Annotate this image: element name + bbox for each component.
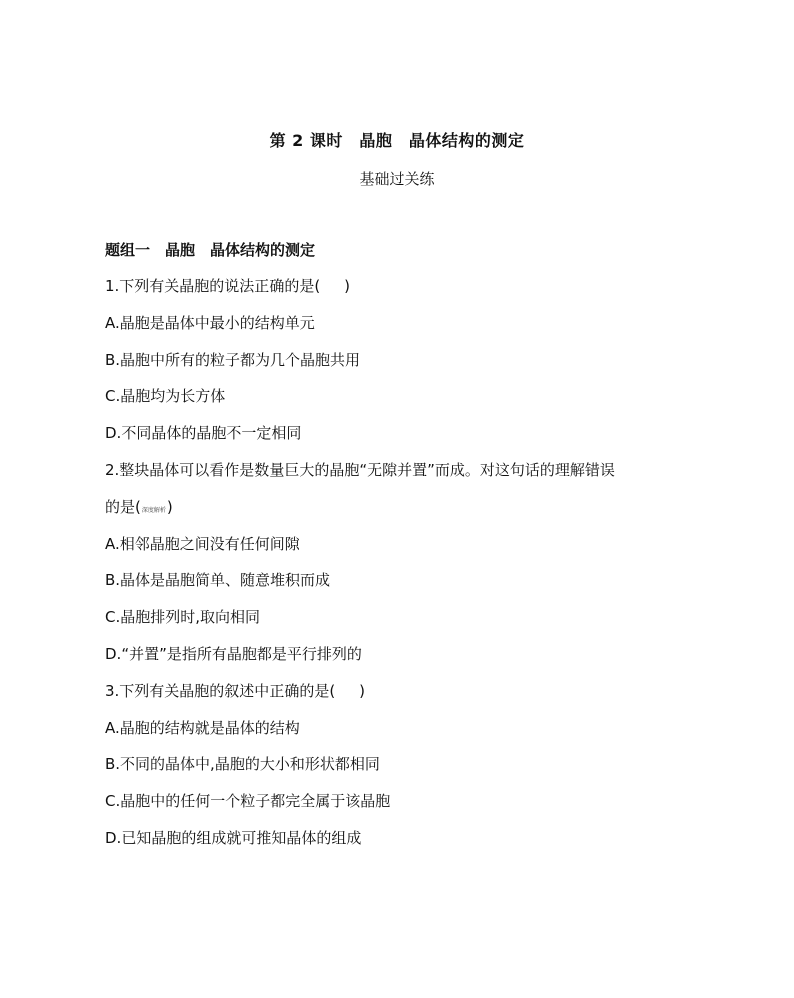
question-2-option-d: D.“并置”是指所有晶胞都是平行排列的 <box>105 644 362 663</box>
question-3-option-a: A.晶胞的结构就是晶体的结构 <box>105 718 300 737</box>
question-2-stem-continuation <box>105 495 705 532</box>
question-1-option-d: D.不同晶体的晶胞不一定相同 <box>105 424 302 443</box>
analysis-tag: 深度解析 <box>141 506 166 514</box>
page-subtitle: 基础过关练 <box>359 170 435 188</box>
question-2-stem-prefix: 的是( <box>105 497 141 516</box>
page-title: 第 2 课时 晶胞 晶体结构的测定 <box>269 131 525 150</box>
section-heading: 题组一 晶胞 晶体结构的测定 <box>105 241 316 259</box>
question-3-stem <box>105 679 705 716</box>
question-3-stem-close: ) <box>359 681 366 700</box>
question-3-option-c: C.晶胞中的任何一个粒子都完全属于该晶胞 <box>105 792 391 811</box>
question-1-stem-close: ) <box>344 277 351 295</box>
question-2-stem: 2.整块晶体可以看作是数量巨大的晶胞“无隙并置”而成。对这句话的理解错误 <box>105 460 615 479</box>
question-2-stem-suffix: ) <box>166 497 173 516</box>
question-3-stem-text: 3.下列有关晶胞的叙述中正确的是( <box>105 681 336 700</box>
question-1-option-b: B.晶胞中所有的粒子都为几个晶胞共用 <box>105 350 361 369</box>
question-1-stem-text: 1.下列有关晶胞的说法正确的是( <box>105 277 321 295</box>
question-content <box>105 238 705 863</box>
question-3-option-b: B.不同的晶体中,晶胞的大小和形状都相同 <box>105 755 380 774</box>
question-1-stem <box>105 274 705 311</box>
question-1-option-a: A.晶胞是晶体中最小的结构单元 <box>105 313 315 332</box>
question-1-option-c: C.晶胞均为长方体 <box>105 387 226 406</box>
question-2-option-c: C.晶胞排列时,取向相同 <box>105 608 261 627</box>
question-3-option-d: D.已知晶胞的组成就可推知晶体的组成 <box>105 828 362 847</box>
question-2-option-a: A.相邻晶胞之间没有任何间隙 <box>105 534 300 553</box>
question-2-option-b: B.晶体是晶胞简单、随意堆积而成 <box>105 571 331 590</box>
